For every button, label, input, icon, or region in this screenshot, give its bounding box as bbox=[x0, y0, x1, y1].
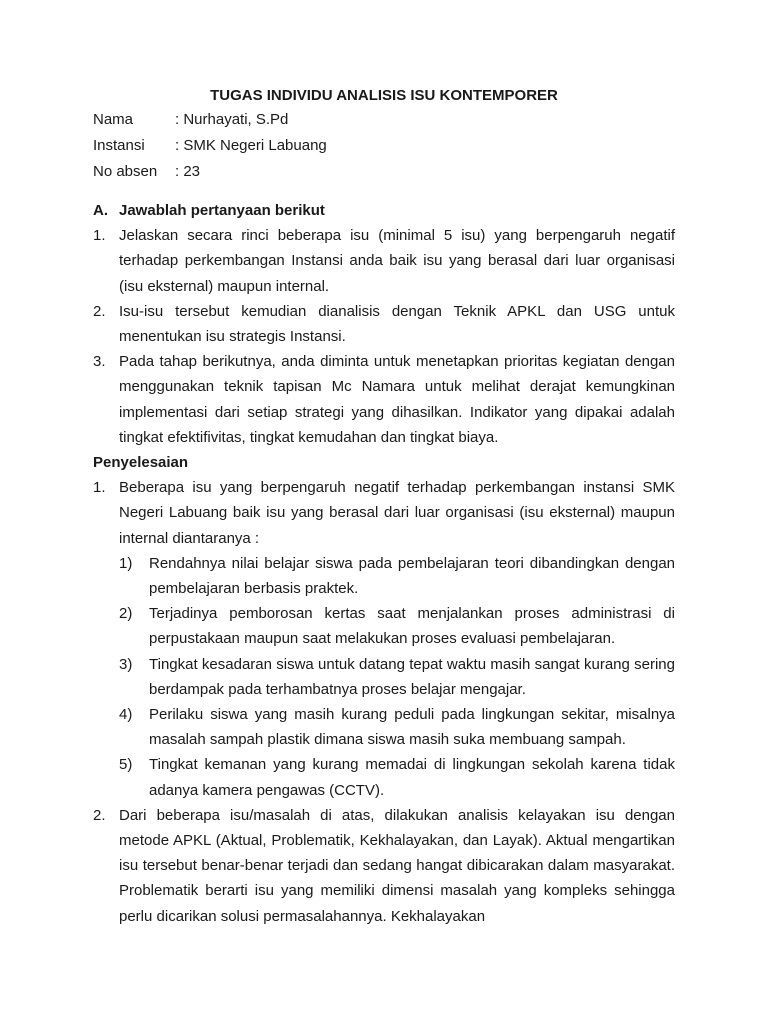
sublist-marker: 4) bbox=[119, 706, 133, 724]
identity-value: : Nurhayati, S.Pd bbox=[175, 111, 289, 128]
solution-item bbox=[93, 475, 675, 551]
identity-row-nama bbox=[93, 110, 593, 136]
sublist-marker: 3) bbox=[119, 655, 133, 673]
question-text: Isu-isu tersebut kemudian dianalisis dengan Teknik APKL dan USG untuk menentukan isu strategis Instansi. bbox=[119, 302, 675, 346]
identity-block bbox=[93, 110, 593, 188]
solution-text: Beberapa isu yang berpengaruh negatif terhadap perkembangan instansi SMK Negeri Labuang baik isu yang berasal dari luar organisasi (isu eksternal) maupun internal diantaranya : bbox=[119, 479, 675, 547]
solution-item bbox=[93, 803, 675, 929]
issue-item bbox=[119, 601, 675, 651]
document-body bbox=[93, 198, 675, 929]
issue-text: Perilaku siswa yang masih kurang peduli pada lingkungan sekitar, misalnya masalah sampah plastik dimana siswa masih suka membuang sampah. bbox=[149, 706, 675, 749]
sublist-marker: 5) bbox=[119, 756, 133, 774]
question-text: Jelaskan secara rinci beberapa isu (minimal 5 isu) yang berpengaruh negatif terhadap perkembangan Instansi anda baik isu yang berasal dari luar organisasi (isu eksternal) maupun internal. bbox=[119, 227, 675, 295]
identity-row-instansi bbox=[93, 136, 593, 162]
section-a-heading bbox=[93, 198, 675, 223]
question-text: Pada tahap berikutnya, anda diminta untuk menetapkan prioritas kegiatan dengan menggunakan teknik tapisan Mc Namara untuk melihat derajat kemungkinan implementasi dari setiap strategi yang dihasilkan. Indikator yang dipakai adalah tingkat efektifivitas, tingkat kemudahan dan tingkat biaya. bbox=[119, 353, 675, 446]
question-item bbox=[93, 299, 675, 349]
identity-value: : SMK Negeri Labuang bbox=[175, 137, 327, 154]
issue-text: Terjadinya pemborosan kertas saat menjalankan proses administrasi di perpustakaan maupun saat melakukan proses evaluasi pembelajaran. bbox=[149, 605, 675, 648]
list-marker: 3. bbox=[93, 353, 106, 371]
identity-value: : 23 bbox=[175, 163, 201, 180]
issue-text: Rendahnya nilai belajar siswa pada pembelajaran teori dibandingkan dengan pembelajaran berbasis praktek. bbox=[149, 554, 675, 598]
list-marker: 2. bbox=[93, 806, 106, 824]
page-title: TUGAS INDIVIDU ANALISIS ISU KONTEMPORER bbox=[210, 87, 558, 104]
issue-item bbox=[119, 702, 675, 752]
sublist-marker: 1) bbox=[119, 554, 133, 572]
issue-item bbox=[119, 551, 675, 601]
issue-text: Tingkat kesadaran siswa untuk datang tepat waktu masih sangat kurang sering berdampak pada terhambatnya proses belajar mengajar. bbox=[149, 655, 675, 698]
identity-key: No absen bbox=[93, 163, 158, 180]
solution-heading: Penyelesaian bbox=[93, 454, 189, 472]
solution-text: Dari beberapa isu/masalah di atas, dilakukan analisis kelayakan isu dengan metode APKL (Aktual, Problematik, Kekhalayakan, dan Layak). Aktual mengartikan isu tersebut benar-benar terjadi dan sedang hangat dibicarakan dalam masyarakat. Problematik berarti isu yang memiliki dimensi masalah yang kompleks sehingga perlu dicarikan solusi permasalahannya. Kekhalayakan bbox=[119, 806, 675, 925]
list-marker: 2. bbox=[93, 302, 106, 320]
identity-key: Instansi bbox=[93, 137, 145, 154]
list-marker: 1. bbox=[93, 479, 106, 497]
sublist-marker: 2) bbox=[119, 605, 133, 623]
identity-row-absen bbox=[93, 162, 593, 188]
question-item bbox=[93, 223, 675, 299]
list-marker: 1. bbox=[93, 227, 106, 245]
issue-item bbox=[119, 652, 675, 702]
section-title: Jawablah pertanyaan berikut bbox=[119, 202, 325, 219]
issue-item bbox=[119, 752, 675, 802]
identity-key: Nama bbox=[93, 111, 134, 128]
section-marker: A. bbox=[93, 202, 108, 219]
issue-text: Tingkat kemanan yang kurang memadai di lingkungan sekolah karena tidak adanya kamera pengawas (CCTV). bbox=[149, 756, 675, 799]
question-item bbox=[93, 349, 675, 450]
